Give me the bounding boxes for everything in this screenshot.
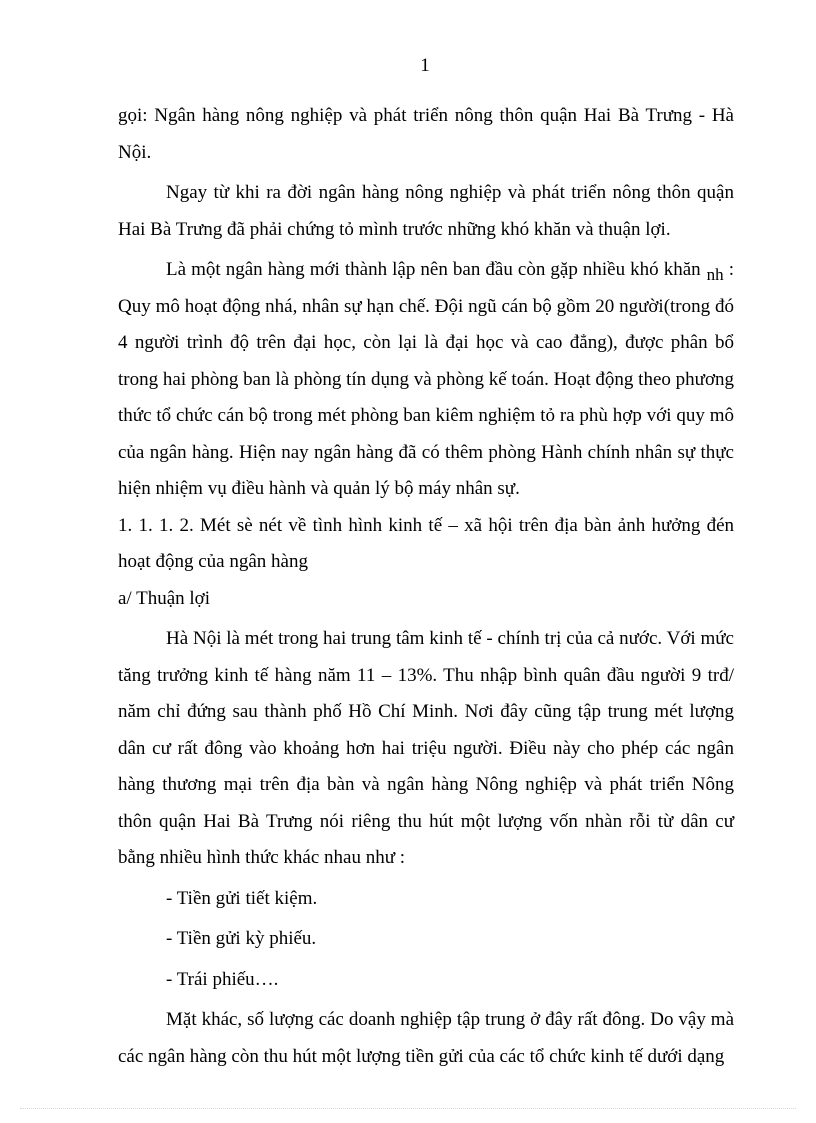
document-body — [118, 98, 734, 1075]
paragraph-early-difficulties-start: Là một ngân hàng mới thành lập nên ban đầu còn gặp nhiều khó khăn — [166, 259, 701, 280]
list-item: - Trái phiếu…. — [166, 968, 279, 990]
paragraph-advantages: Hà Nội là mét trong hai trung tâm kinh tế - chính trị của cả nước. Với mức tăng trưởng kinh tế hàng năm 11 – 13%. Thu nhập bình quân đầu người 9 trđ/ năm chỉ đứng sau thành phố Hồ Chí Minh. Nơi đây cũng tập trung mét lượng dân cư rất đông vào khoảng hơn hai triệu người. Điều này cho phép các ngân hàng thương mại trên địa bàn và ngân hàng Nông nghiệp và phát triển Nông thôn quận Hai Bà Trưng nói riêng thu hút một lượng vốn nhàn rỗi từ dân cư bằng nhiều hình thức khác nhau như : — [118, 628, 734, 868]
paragraph-founding: Ngay từ khi ra đời ngân hàng nông nghiệp và phát triển nông thôn quận Hai Bà Trưng đã phải chứng tỏ mình trước những khó khăn và thuận lợi. — [118, 182, 734, 240]
list-item: - Tiền gửi kỳ phiếu. — [166, 928, 317, 949]
page-bottom-divider — [20, 1108, 796, 1109]
paragraph-enterprises: Mặt khác, số lượng các doanh nghiệp tập trung ở đây rất đông. Do vậy mà các ngân hàng còn thu hút một lượng tiền gửi của các tổ chức kinh tế dưới dạng — [118, 1009, 734, 1067]
paragraph-bank-name: gọi: Ngân hàng nông nghiệp và phát triển nông thôn quận Hai Bà Trưng - Hà Nội. — [118, 105, 734, 163]
paragraph-early-difficulties — [118, 252, 734, 508]
subsection-heading: a/ Thuận lợi — [118, 587, 211, 609]
page-number: 1 — [420, 55, 430, 76]
section-heading: 1. 1. 1. 2. Mét sè nét về tình hình kinh tế – xã hội trên địa bàn ảnh hưởng đén hoạt động của ngân hàng — [118, 514, 734, 572]
inline-note: nh — [706, 265, 724, 284]
list-item: - Tiền gửi tiết kiệm. — [166, 887, 318, 909]
paragraph-early-difficulties-rest: : Quy mô hoạt động nhá, nhân sự hạn chế. Đội ngũ cán bộ gồm 20 người(trong đó 4 người trình độ trên đại học, còn lại là đại học và cao đẳng), được phân bổ trong hai phòng ban là phòng tín dụng và phòng kế toán. Hoạt động theo phương thức tổ chức cán bộ trong mét phòng ban kiêm nghiệm tỏ ra phù hợp với quy mô của ngân hàng. Hiện nay ngân hàng đã có thêm phòng Hành chính nhân sự thực hiện nhiệm vụ điều hành và quản lý bộ máy nhân sự. — [118, 259, 734, 499]
